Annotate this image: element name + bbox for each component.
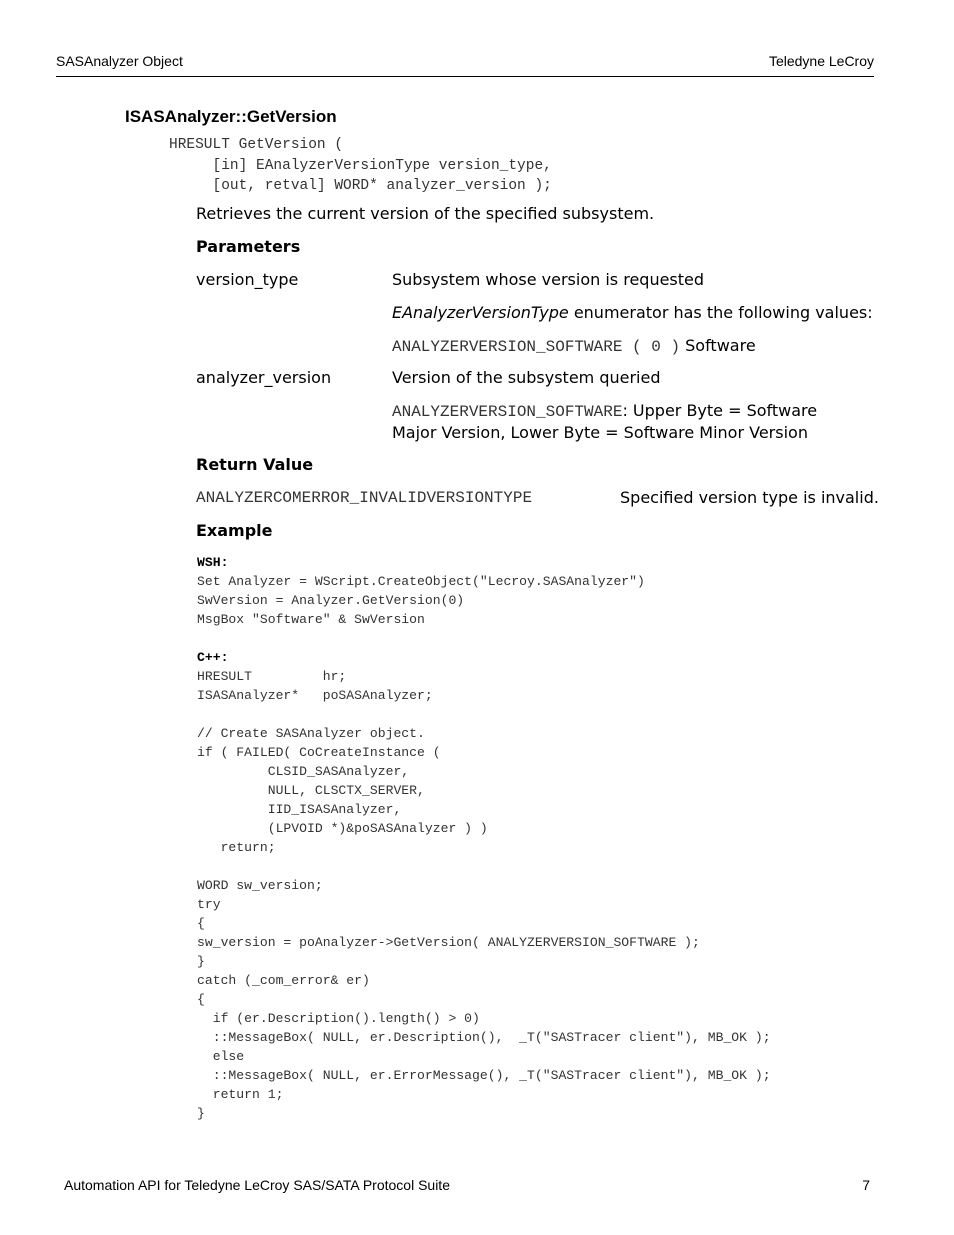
enum-value-desc: Software <box>680 336 756 355</box>
param-desc-analyzer-version: Version of the subsystem queried <box>392 368 661 387</box>
footer-page-number: 7 <box>862 1177 870 1193</box>
method-signature <box>169 135 552 197</box>
method-description: Retrieves the current version of the specified subsystem. <box>196 204 655 223</box>
header-section-title: SASAnalyzer Object <box>56 53 183 69</box>
param-enum-value <box>392 335 756 358</box>
enum-note-text: enumerator has the following values: <box>568 303 873 322</box>
return-value-desc: Specified version type is invalid. <box>620 488 879 507</box>
header-company: Teledyne LeCroy <box>768 53 874 69</box>
method-title: ISASAnalyzer::GetVersion <box>125 107 337 126</box>
param-name-version-type: version_type <box>196 270 299 289</box>
return-format-line2: Major Version, Lower Byte = Software Minor Version <box>392 423 808 442</box>
example-heading: Example <box>196 521 273 540</box>
footer-document-title: Automation API for Teledyne LeCroy SAS/SATA Protocol Suite <box>64 1177 450 1193</box>
example-code-block <box>197 553 771 1123</box>
enum-type-name: EAnalyzerVersionType <box>392 303 569 322</box>
cpp-code: HRESULT hr; ISASAnalyzer* poSASAnalyzer; // Create SASAnalyzer object. if ( FAILED( CoCreateInstance ( CLSID_SASAnalyzer, NULL, CLSCTX_SERVER, IID_ISASAnalyzer, (LPVOID *)&poSASAnalyzer ) ) return; WORD sw_version; try { sw_version = poAnalyzer->GetVersion( ANALYZERVERSION_SOFTWARE ); } catch (_com_error& er) { if (er.Description().length() > 0) ::MessageBox( NULL, er.Description(), _T("SASTracer client"), MB_OK ); else ::MessageBox( NULL, er.ErrorMessage(), _T("SASTracer client"), MB_OK ); return 1; } <box>197 669 771 1121</box>
signature-line: [in] EAnalyzerVersionType version_type, <box>169 157 552 174</box>
wsh-label: WSH: <box>197 555 229 570</box>
wsh-code: Set Analyzer = WScript.CreateObject("Lecroy.SASAnalyzer") SwVersion = Analyzer.GetVersion(0) MsgBox "Software" & SwVersion <box>197 574 645 627</box>
param-enum-note <box>392 302 873 324</box>
param-return-format <box>392 400 817 423</box>
return-value-code: ANALYZERCOMERROR_INVALIDVERSIONTYPE <box>196 489 533 507</box>
cpp-label: C++: <box>197 650 229 665</box>
header-divider <box>56 76 874 77</box>
param-desc-version-type: Subsystem whose version is requested <box>392 270 705 289</box>
return-format-line1: : Upper Byte = Software <box>622 401 818 420</box>
signature-line: HRESULT GetVersion ( <box>169 137 344 153</box>
param-name-analyzer-version: analyzer_version <box>196 368 332 387</box>
parameters-heading: Parameters <box>196 237 301 256</box>
enum-value-code: ANALYZERVERSION_SOFTWARE ( 0 ) <box>392 338 681 356</box>
return-value-heading: Return Value <box>196 455 314 474</box>
return-format-code: ANALYZERVERSION_SOFTWARE <box>392 403 623 421</box>
signature-line: [out, retval] WORD* analyzer_version ); <box>169 178 552 194</box>
